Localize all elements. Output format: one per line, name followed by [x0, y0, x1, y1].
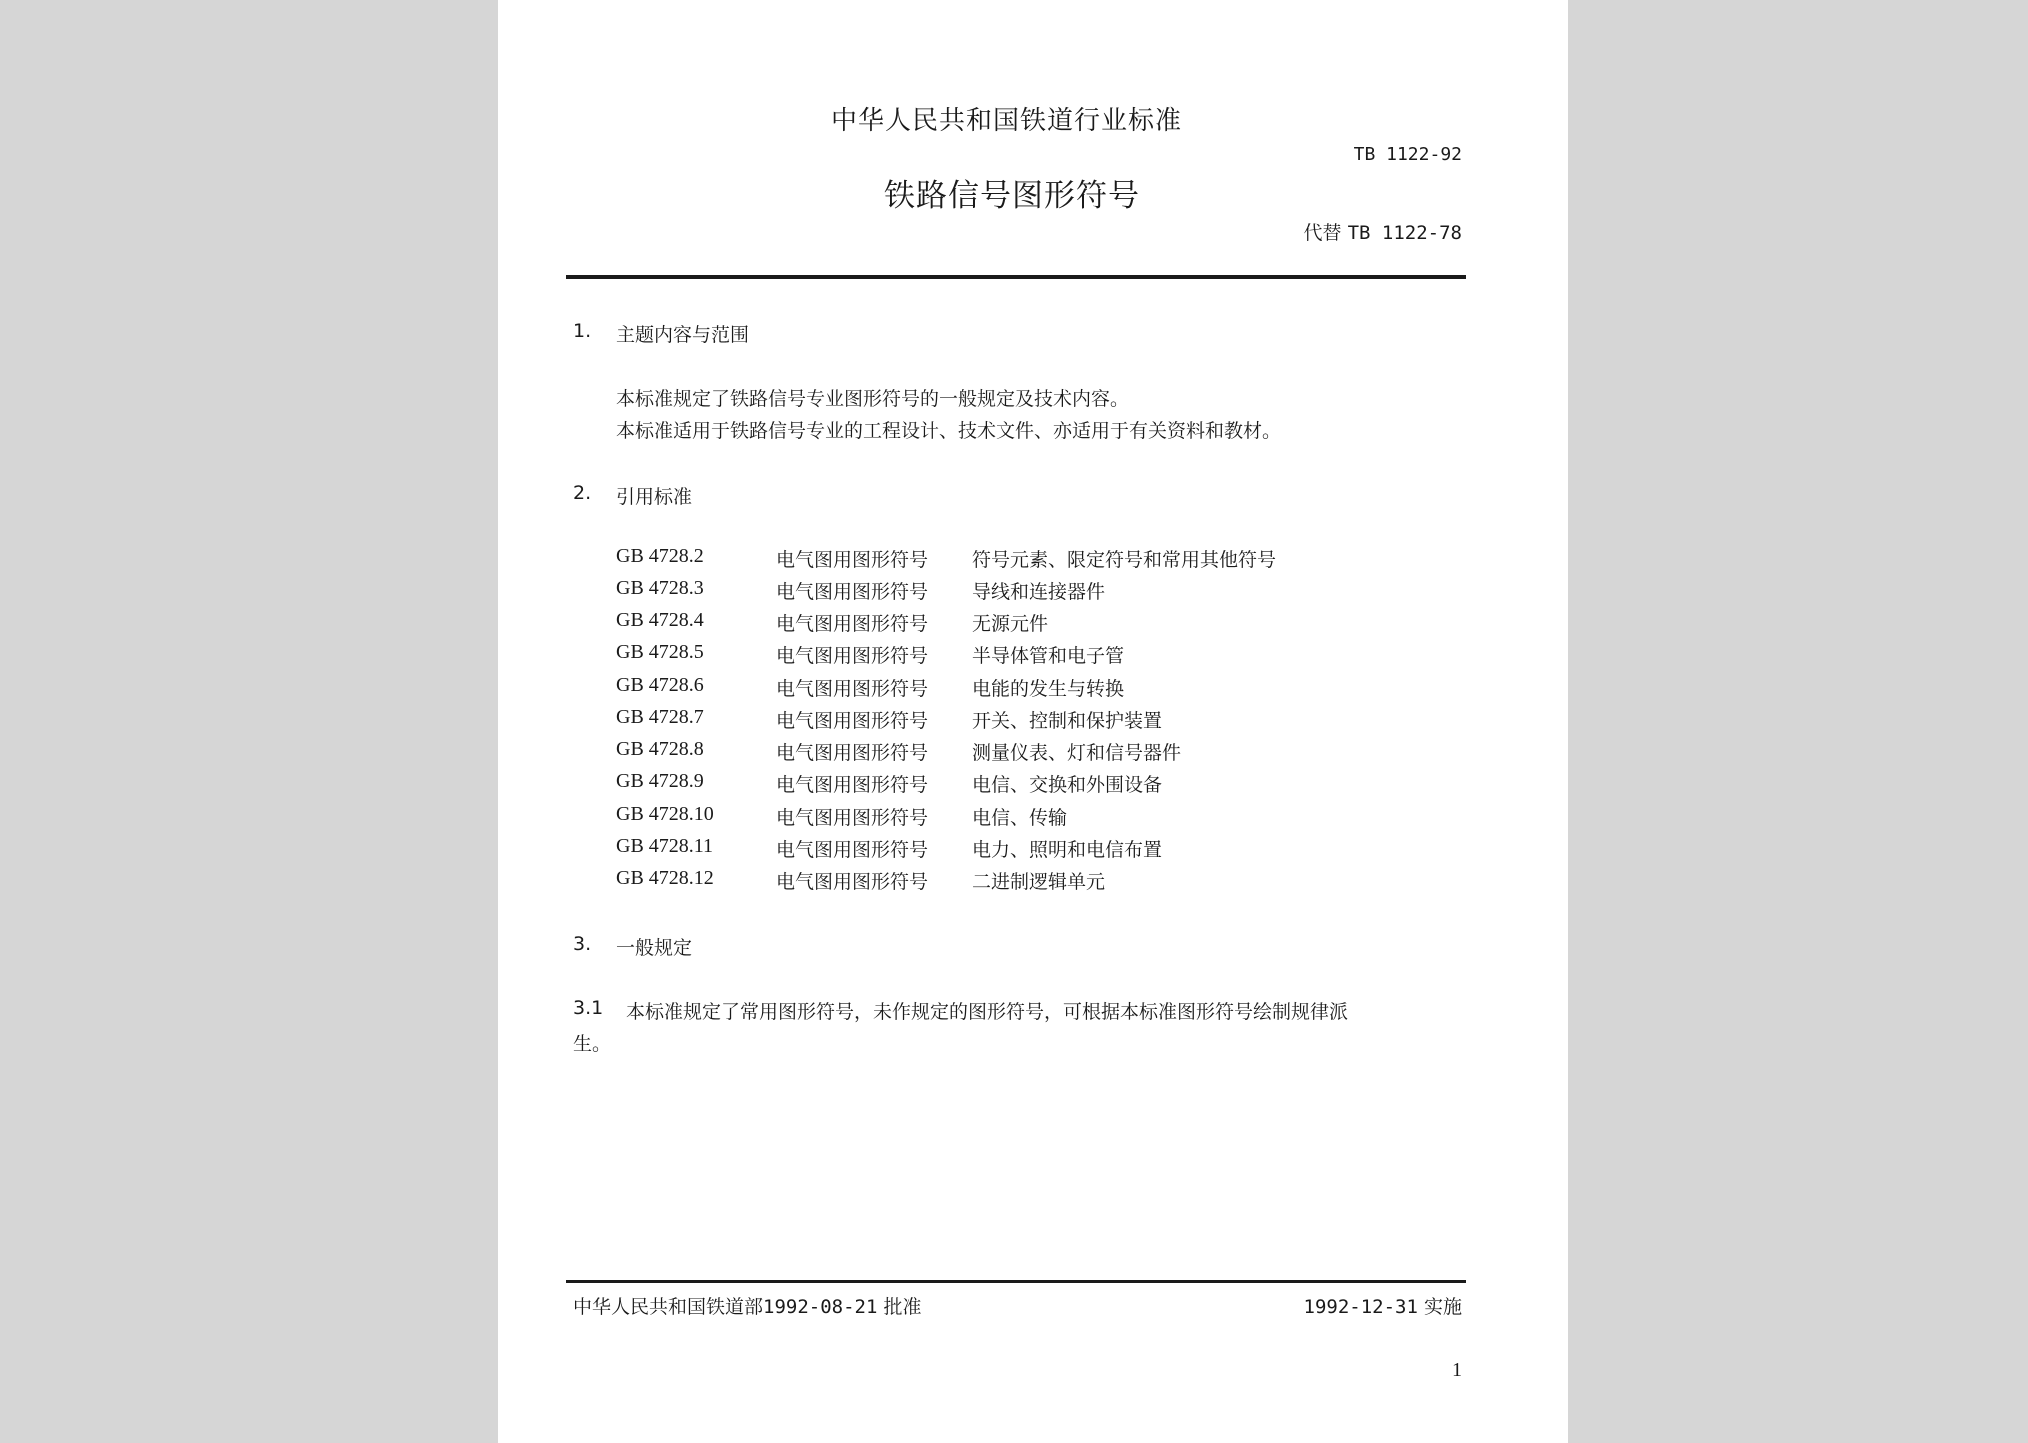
clause-text-line-2: 生。 — [573, 1033, 612, 1055]
reference-subject: 半导体管和电子管 — [972, 645, 1125, 667]
section-1-paragraph-2: 本标准适用于铁路信号专业的工程设计、技术文件、亦适用于有关资料和教材。 — [616, 420, 1282, 442]
reference-category: 电气图用图形符号 — [776, 549, 929, 571]
reference-subject: 电信、交换和外围设备 — [972, 774, 1163, 796]
section-1-paragraph-1: 本标准规定了铁路信号专业图形符号的一般规定及技术内容。 — [616, 388, 1130, 410]
country-standard-heading: 中华人民共和国铁道行业标准 — [831, 106, 1183, 136]
reference-code: GB 4728.2 — [616, 545, 704, 567]
reference-code: GB 4728.5 — [616, 641, 704, 663]
clause-text-line-1: 本标准规定了常用图形符号，未作规定的图形符号，可根据本标准图形符号绘制规律派 — [626, 1001, 1349, 1023]
reference-subject: 符号元素、限定符号和常用其他符号 — [972, 549, 1277, 571]
section-3-number: 3. — [573, 933, 592, 955]
reference-category: 电气图用图形符号 — [776, 710, 929, 732]
reference-subject: 二进制逻辑单元 — [972, 871, 1106, 893]
document-page — [498, 0, 1568, 1443]
section-1-number: 1. — [573, 320, 592, 342]
document-title: 铁路信号图形符号 — [884, 178, 1140, 214]
approval-note — [573, 1292, 921, 1319]
reference-subject: 导线和连接器件 — [972, 581, 1106, 603]
reference-category: 电气图用图形符号 — [776, 645, 929, 667]
replaces-number: TB 1122-78 — [1347, 222, 1462, 244]
reference-code: GB 4728.8 — [616, 738, 704, 760]
reference-code: GB 4728.7 — [616, 706, 704, 728]
reference-code: GB 4728.3 — [616, 577, 704, 599]
replaces-label: 代替 — [1303, 222, 1342, 244]
reference-code: GB 4728.9 — [616, 770, 704, 792]
reference-code: GB 4728.10 — [616, 803, 714, 825]
header-divider — [566, 275, 1466, 279]
reference-category: 电气图用图形符号 — [776, 807, 929, 829]
reference-subject: 测量仪表、灯和信号器件 — [972, 742, 1182, 764]
footer-divider — [566, 1280, 1466, 1283]
reference-category: 电气图用图形符号 — [776, 839, 929, 861]
approve-label: 批准 — [883, 1296, 922, 1318]
reference-subject: 电能的发生与转换 — [972, 678, 1125, 700]
section-3-title: 一般规定 — [616, 937, 693, 959]
issuer: 中华人民共和国铁道部 — [573, 1296, 764, 1318]
reference-category: 电气图用图形符号 — [776, 871, 929, 893]
reference-code: GB 4728.4 — [616, 609, 704, 631]
page-number: 1 — [1452, 1359, 1462, 1381]
effective-date: 1992-12-31 — [1303, 1296, 1418, 1318]
replaces-note — [1304, 218, 1462, 245]
reference-code: GB 4728.11 — [616, 835, 714, 857]
clause-number: 3.1 — [573, 997, 604, 1019]
reference-code: GB 4728.6 — [616, 674, 704, 696]
reference-subject: 电信、传输 — [972, 807, 1068, 829]
reference-subject: 开关、控制和保护装置 — [972, 710, 1163, 732]
reference-category: 电气图用图形符号 — [776, 613, 929, 635]
approve-date: 1992-08-21 — [763, 1296, 878, 1318]
section-2-title: 引用标准 — [616, 486, 693, 508]
effective-note — [1304, 1292, 1462, 1319]
reference-subject: 电力、照明和电信布置 — [972, 839, 1163, 861]
standard-number: TB 1122-92 — [1353, 144, 1462, 165]
effective-label: 实施 — [1423, 1296, 1462, 1318]
section-2-number: 2. — [573, 482, 592, 504]
reference-category: 电气图用图形符号 — [776, 678, 929, 700]
reference-subject: 无源元件 — [972, 613, 1049, 635]
section-1-title: 主题内容与范围 — [616, 324, 750, 346]
reference-category: 电气图用图形符号 — [776, 581, 929, 603]
reference-code: GB 4728.12 — [616, 867, 714, 889]
reference-category: 电气图用图形符号 — [776, 774, 929, 796]
reference-category: 电气图用图形符号 — [776, 742, 929, 764]
